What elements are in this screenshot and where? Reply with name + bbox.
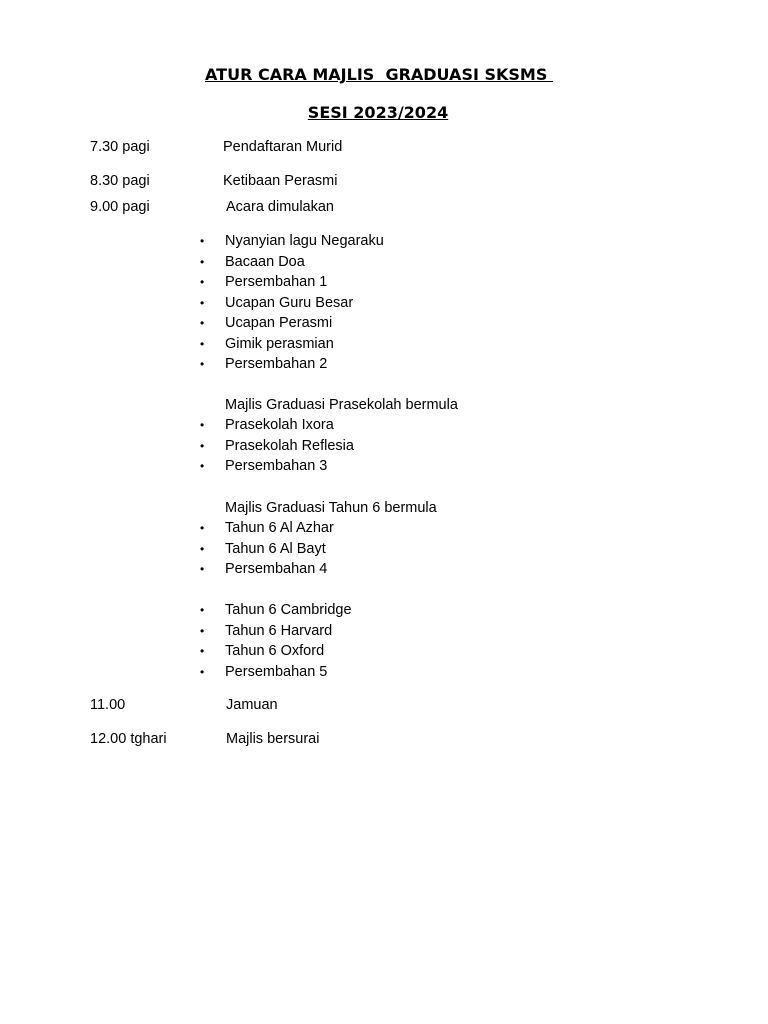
list-item: Bacaan Doa [225, 254, 305, 270]
bullet-icon: • [200, 439, 205, 453]
bullet-icon: • [200, 316, 205, 330]
list-item: Prasekolah Reflesia [225, 438, 354, 454]
document-title: ATUR CARA MAJLIS GRADUASI SKSMS [205, 65, 553, 84]
schedule-time: 11.00 [90, 697, 126, 713]
bullet-icon: • [200, 255, 205, 269]
list-item: Persembahan 3 [225, 458, 328, 474]
bullet-icon: • [200, 521, 205, 535]
schedule-time: 8.30 pagi [90, 173, 150, 189]
bullet-icon: • [200, 275, 205, 289]
bullet-icon: • [200, 603, 205, 617]
bullet-icon: • [200, 234, 205, 248]
bullet-icon: • [200, 624, 205, 638]
list-item: Tahun 6 Cambridge [225, 602, 352, 618]
bullet-icon: • [200, 562, 205, 576]
schedule-time: 7.30 pagi [90, 139, 150, 155]
bullet-icon: • [200, 418, 205, 432]
list-item: Ucapan Guru Besar [225, 295, 354, 311]
schedule-event: Pendaftaran Murid [223, 139, 343, 155]
list-item: Gimik perasmian [225, 336, 334, 352]
list-item: Tahun 6 Harvard [225, 623, 333, 639]
schedule-event: Ketibaan Perasmi [223, 173, 338, 189]
list-item: Ucapan Perasmi [225, 315, 333, 331]
list-item: Tahun 6 Oxford [225, 643, 325, 659]
list-item: Prasekolah Ixora [225, 417, 334, 433]
list-item: Persembahan 2 [225, 356, 328, 372]
year6-heading: Majlis Graduasi Tahun 6 bermula [225, 500, 437, 516]
session-title: SESI 2023/2024 [307, 103, 449, 122]
list-item: Persembahan 5 [225, 664, 328, 680]
list-item: Nyanyian lagu Negaraku [225, 233, 384, 249]
bullet-icon: • [200, 459, 205, 473]
list-item: Tahun 6 Al Bayt [225, 541, 326, 557]
schedule-time: 9.00 pagi [90, 199, 150, 215]
schedule-event: Jamuan [226, 697, 278, 713]
bullet-icon: • [200, 542, 205, 556]
bullet-icon: • [200, 357, 205, 371]
bullet-icon: • [200, 296, 205, 310]
schedule-time: 12.00 tghari [90, 731, 167, 747]
list-item: Tahun 6 Al Azhar [225, 520, 334, 536]
list-item: Persembahan 4 [225, 561, 328, 577]
schedule-event: Acara dimulakan [226, 199, 334, 215]
preschool-heading: Majlis Graduasi Prasekolah bermula [225, 397, 458, 413]
bullet-icon: • [200, 337, 205, 351]
bullet-icon: • [200, 665, 205, 679]
list-item: Persembahan 1 [225, 274, 328, 290]
schedule-event: Majlis bersurai [226, 731, 320, 747]
bullet-icon: • [200, 644, 205, 658]
